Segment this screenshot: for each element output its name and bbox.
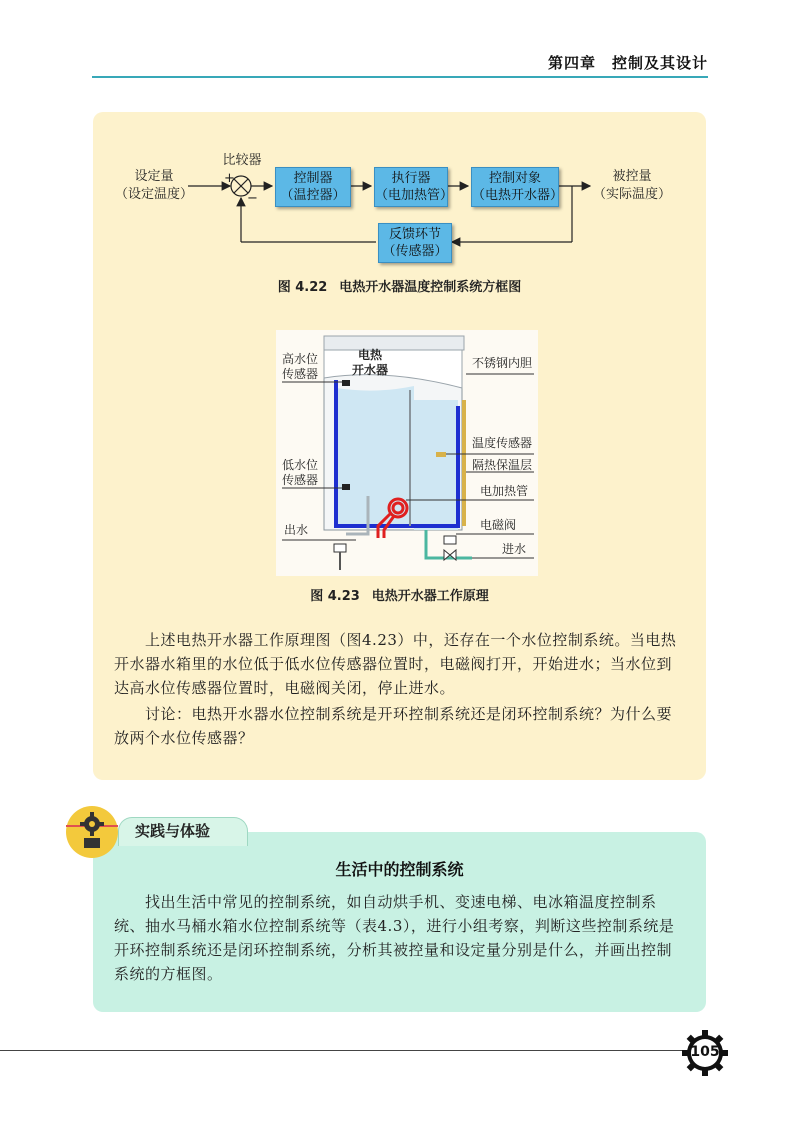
output-label [592, 168, 672, 204]
minus-sign: − [247, 191, 258, 206]
page-number: 105 [690, 1044, 720, 1060]
output-label-line2: （实际温度） [592, 187, 671, 202]
liner-label: 不锈钢内胆 [472, 356, 533, 370]
body-paragraph-1: 上述电热开水器工作原理图（图4.23）中，还存在一个水位控制系统。当电热开水器水箱里的水位低于低水位传感器位置时，电磁阀打开，开始进水；当水位到达高水位传感器位置时，电磁阀关闭，停止进水。 [114, 631, 677, 697]
low-sensor-line2: 传感器 [282, 473, 319, 487]
temp-sensor-label: 温度传感器 [472, 436, 533, 450]
figure-4-23-caption [93, 585, 706, 604]
actuator-box [374, 167, 454, 207]
feedback-box-line1: 反馈环节 [388, 227, 441, 242]
plant-box-line2: （电热开水器） [472, 188, 564, 203]
figure-title: 电热开水器工作原理 [371, 589, 489, 604]
valve-label: 电磁阀 [480, 518, 517, 532]
water-heater-figure [276, 330, 538, 576]
inlet-label: 进水 [502, 542, 527, 556]
low-sensor-label [282, 458, 318, 488]
footer-rule [0, 1050, 690, 1051]
figure-title: 电热开水器温度控制系统方框图 [339, 280, 522, 295]
heater-title-line1: 电热 [357, 348, 382, 362]
high-sensor-label [282, 352, 318, 382]
plant-box [471, 167, 564, 207]
actuator-box-line2: （电加热管） [375, 188, 454, 203]
plant-box-line1: 控制对象 [488, 171, 541, 186]
controller-box-line1: 控制器 [293, 171, 333, 186]
plus-sign: + [224, 171, 235, 186]
block-diagram [0, 0, 800, 300]
controller-box-line2: （温控器） [280, 188, 346, 203]
heater-title-line2: 开水器 [351, 363, 388, 377]
heater-element-label: 电加热管 [480, 484, 529, 498]
practice-title: 生活中的控制系统 [335, 860, 464, 879]
controller-box [275, 167, 351, 207]
figure-number: 图 4.23 [310, 589, 360, 604]
gear-icon [64, 804, 120, 860]
figure-number: 图 4.22 [277, 280, 328, 295]
comparator-label: 比较器 [222, 153, 262, 168]
input-label [112, 168, 196, 204]
high-sensor-line2: 传感器 [282, 367, 319, 381]
heater-title [346, 348, 394, 378]
feedback-box [378, 223, 452, 263]
high-sensor-line1: 高水位 [282, 352, 319, 366]
body-paragraph-2: 讨论：电热开水器水位控制系统是开环控制系统还是闭环控制系统？为什么要放两个水位传感器？ [114, 705, 673, 747]
insulation-label: 隔热保温层 [472, 458, 533, 472]
outlet-label: 出水 [284, 523, 309, 537]
figure-4-22-caption [93, 276, 706, 295]
input-label-line2: （设定温度） [114, 187, 193, 202]
chapter-title: 第四章 控制及其设计 [547, 54, 708, 72]
actuator-box-line1: 执行器 [391, 171, 431, 186]
output-label-line1: 被控量 [612, 169, 652, 184]
practice-text: 找出生活中常见的控制系统，如自动烘手机、变速电梯、电冰箱温度控制系统、抽水马桶水箱水位控制系统等（表4.3），进行小组考察，判断这些控制系统是开环控制系统还是闭环控制系统，分析其被控量和设定量分别是什么，并画出控制系统的方框图。 [114, 893, 675, 983]
input-label-line1: 设定量 [134, 169, 174, 184]
feedback-box-line2: （传感器） [382, 244, 448, 259]
low-sensor-line1: 低水位 [282, 458, 319, 472]
practice-tab-label: 实践与体验 [135, 822, 211, 840]
